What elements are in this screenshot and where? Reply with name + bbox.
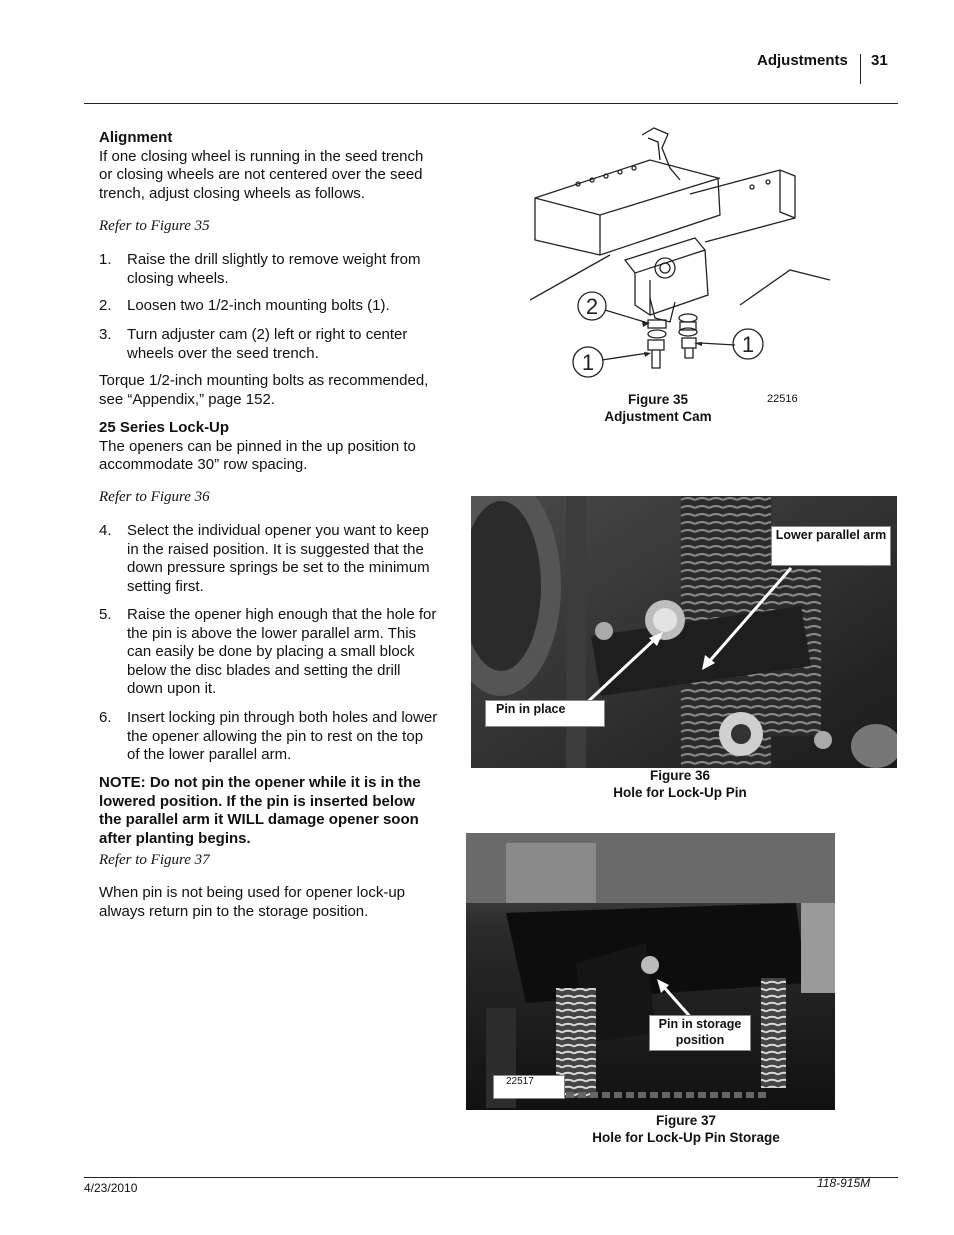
figure-37-caption xyxy=(566,1112,806,1146)
list-item xyxy=(99,251,439,288)
lockup-intro: The openers can be pinned in the up position to accommodate 30” row spacing. xyxy=(99,437,416,473)
list-item xyxy=(99,297,439,316)
footer-date: 4/23/2010 xyxy=(84,1181,138,1195)
footer-rule xyxy=(84,1177,898,1178)
list-item xyxy=(99,522,439,596)
callout-1: 1 xyxy=(581,350,595,375)
footer-doc-number: 118-915M xyxy=(817,1176,871,1190)
storage-text: When pin is not being used for opener lock-up always return pin to the storage position. xyxy=(99,884,406,920)
figure-title: Hole for Lock-Up Pin Storage xyxy=(592,1130,780,1145)
step-text: Turn adjuster cam (2) left or right to center wheels over the seed trench. xyxy=(127,326,408,362)
lockup-ref: Refer to Figure 36 xyxy=(99,489,210,505)
figure-36-photo xyxy=(471,496,897,768)
list-item xyxy=(99,606,439,699)
figure-35-drawing xyxy=(530,120,830,382)
figure-35-caption xyxy=(593,391,723,425)
torque-text: Torque 1/2-inch mounting bolts as recommended, see “Appendix,” page 152. xyxy=(99,372,429,408)
page-number: 31 xyxy=(871,52,888,69)
alignment-heading: Alignment xyxy=(99,129,173,146)
label-lower-parallel-arm: Lower parallel arm xyxy=(771,526,891,566)
step-number: 3. xyxy=(99,326,112,343)
figure-36-caption xyxy=(590,767,770,801)
step-text: Raise the drill slightly to remove weight from closing wheels. xyxy=(127,251,421,287)
figure-title: Adjustment Cam xyxy=(604,409,712,424)
callout-1: 1 xyxy=(741,332,755,357)
figure-id: 22516 xyxy=(767,393,798,405)
step-number: 2. xyxy=(99,297,112,314)
list-item xyxy=(99,326,439,363)
photo-illustration xyxy=(466,833,835,1110)
figure-id: 22517 xyxy=(493,1075,565,1099)
figure-37-photo xyxy=(466,833,835,1110)
alignment-ref: Refer to Figure 35 xyxy=(99,218,210,234)
storage-ref: Refer to Figure 37 xyxy=(99,852,210,868)
step-number: 5. xyxy=(99,606,112,623)
figure-number: Figure 37 xyxy=(655,1113,717,1128)
figure-number: Figure 35 xyxy=(627,392,689,407)
figure-number: Figure 36 xyxy=(649,768,711,783)
step-text: Loosen two 1/2-inch mounting bolts (1). xyxy=(127,297,390,314)
header-divider xyxy=(860,54,861,84)
figure-title: Hole for Lock-Up Pin xyxy=(613,785,747,800)
step-number: 4. xyxy=(99,522,112,539)
section-title: Adjustments xyxy=(757,52,848,69)
callout-2: 2 xyxy=(585,294,599,319)
step-number: 1. xyxy=(99,251,112,268)
lockup-heading: 25 Series Lock-Up xyxy=(99,419,230,436)
label-pin-storage: Pin in storage position xyxy=(649,1015,751,1051)
alignment-intro: If one closing wheel is running in the seed trench or closing wheels are not centered over the seed trench, adjust closing wheels as follows. xyxy=(99,147,424,202)
header-rule xyxy=(84,103,898,104)
step-text: Insert locking pin through both holes and lower the opener allowing the pin to rest on the top of the lower parallel arm. xyxy=(127,709,438,763)
label-pin-in-place: Pin in place xyxy=(485,700,605,727)
step-number: 6. xyxy=(99,709,112,726)
step-text: Raise the opener high enough that the hole for the pin is above the lower parallel arm. This can easily be done by placing a small block below the disc blades and setting the drill down upon it. xyxy=(127,606,437,697)
alignment-block xyxy=(99,129,439,203)
step-text: Select the individual opener you want to keep in the raised position. It is suggested that the down pressure springs be set to the minimum setting first. xyxy=(127,522,430,595)
lockup-block xyxy=(99,419,439,475)
warning-note: NOTE: Do not pin the opener while it is in the lowered position. If the pin is inserted below the parallel arm it WILL damage opener soon after planting begins. xyxy=(99,774,421,847)
list-item xyxy=(99,709,439,765)
